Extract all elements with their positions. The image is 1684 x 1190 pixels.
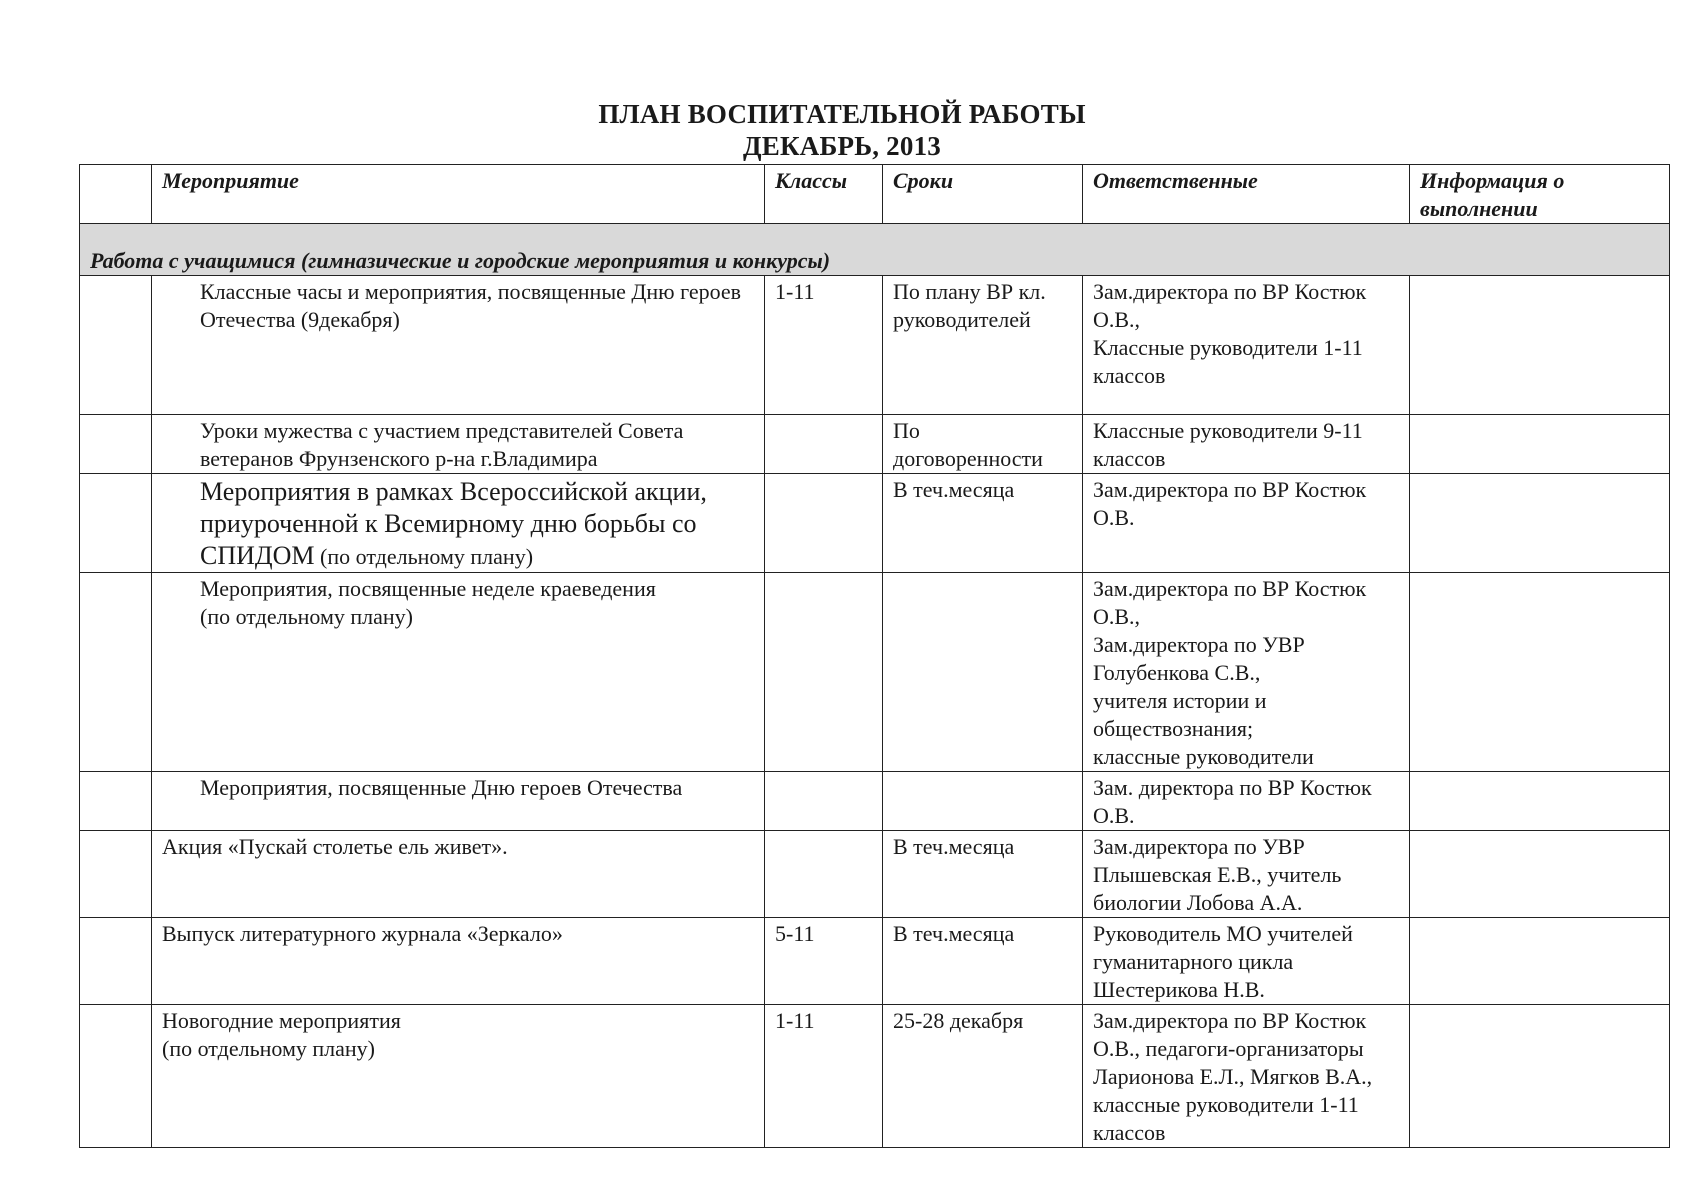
row-classes: 5-11 (765, 918, 883, 1005)
table-row (80, 276, 1670, 415)
row-responsible: Классные руководители 9-11 классов (1083, 415, 1410, 474)
row-responsible: Руководитель МО учителей гуманитарного цикла Шестерикова Н.В. (1083, 918, 1410, 1005)
row-info (1410, 573, 1670, 772)
header-num (80, 165, 152, 224)
header-row (80, 165, 1670, 224)
row-event: Классные часы и мероприятия, посвященные Дню героев Отечества (9декабря) (152, 276, 765, 415)
row-event: Акция «Пускай столетье ель живет». (152, 831, 765, 918)
row-event: Мероприятия, посвященные Дню героев Отечества (152, 772, 765, 831)
row-event: Выпуск литературного журнала «Зеркало» (152, 918, 765, 1005)
header-dates: Сроки (883, 165, 1083, 224)
table-row (80, 772, 1670, 831)
row-num (80, 573, 152, 772)
row-responsible: Зам.директора по ВР Костюк О.В., Классные руководители 1-11 классов (1083, 276, 1410, 415)
row-responsible: Зам.директора по УВР Плышевская Е.В., учитель биологии Лобова А.А. (1083, 831, 1410, 918)
row-num (80, 415, 152, 474)
row-event: Уроки мужества с участием представителей Совета ветеранов Фрунзенского р-на г.Владимира (152, 415, 765, 474)
table-row (80, 831, 1670, 918)
row-classes (765, 573, 883, 772)
row-dates: По договоренности (883, 415, 1083, 474)
row-num (80, 772, 152, 831)
row-dates: По плану ВР кл. руководителей (883, 276, 1083, 415)
page-title (0, 98, 1684, 162)
row-dates: В теч.месяца (883, 831, 1083, 918)
row-info (1410, 276, 1670, 415)
header-responsible: Ответственные (1083, 165, 1410, 224)
row-classes (765, 772, 883, 831)
row-dates: В теч.месяца (883, 918, 1083, 1005)
page-title-line2: ДЕКАБРЬ, 2013 (743, 131, 941, 161)
table-row (80, 415, 1670, 474)
row-event (152, 474, 765, 573)
section-row (80, 224, 1670, 276)
row-num (80, 918, 152, 1005)
row-responsible: Зам.директора по ВР Костюк О.В. (1083, 474, 1410, 573)
page-title-line1: ПЛАН ВОСПИТАТЕЛЬНОЙ РАБОТЫ (598, 99, 1086, 129)
row-num (80, 474, 152, 573)
table-row (80, 918, 1670, 1005)
row-classes (765, 415, 883, 474)
row-info (1410, 772, 1670, 831)
row-classes: 1-11 (765, 276, 883, 415)
row-num (80, 276, 152, 415)
row-info (1410, 415, 1670, 474)
row-classes (765, 474, 883, 573)
header-info: Информация о выполнении (1410, 165, 1670, 224)
row-dates: 25-28 декабря (883, 1005, 1083, 1148)
row-dates (883, 772, 1083, 831)
row-responsible: Зам.директора по ВР Костюк О.В., Зам.директора по УВР Голубенкова С.В., учителя истории и обществознания; классные руководители (1083, 573, 1410, 772)
table-row (80, 474, 1670, 573)
row-classes: 1-11 (765, 1005, 883, 1148)
row-info (1410, 474, 1670, 573)
header-event: Мероприятие (152, 165, 765, 224)
row-event-suffix: (по отдельному плану) (314, 544, 534, 569)
header-classes: Классы (765, 165, 883, 224)
row-num (80, 1005, 152, 1148)
row-dates: В теч.месяца (883, 474, 1083, 573)
row-info (1410, 918, 1670, 1005)
row-event: Мероприятия, посвященные неделе краеведения (по отдельному плану) (152, 573, 765, 772)
row-dates (883, 573, 1083, 772)
section-title: Работа с учащимися (гимназические и городские мероприятия и конкурсы) (80, 224, 1670, 276)
row-event: Новогодние мероприятия (по отдельному плану) (152, 1005, 765, 1148)
row-num (80, 831, 152, 918)
table-row (80, 1005, 1670, 1148)
table-row (80, 573, 1670, 772)
row-responsible: Зам.директора по ВР Костюк О.В., педагоги-организаторы Ларионова Е.Л., Мягков В.А., классные руководители 1-11 классов (1083, 1005, 1410, 1148)
row-responsible: Зам. директора по ВР Костюк О.В. (1083, 772, 1410, 831)
plan-table (79, 164, 1670, 1148)
row-event-main: Мероприятия в рамках Всероссийской акции, приуроченной к Всемирному дню борьбы со СПИДОМ (200, 477, 707, 570)
row-info (1410, 831, 1670, 918)
row-classes (765, 831, 883, 918)
row-info (1410, 1005, 1670, 1148)
